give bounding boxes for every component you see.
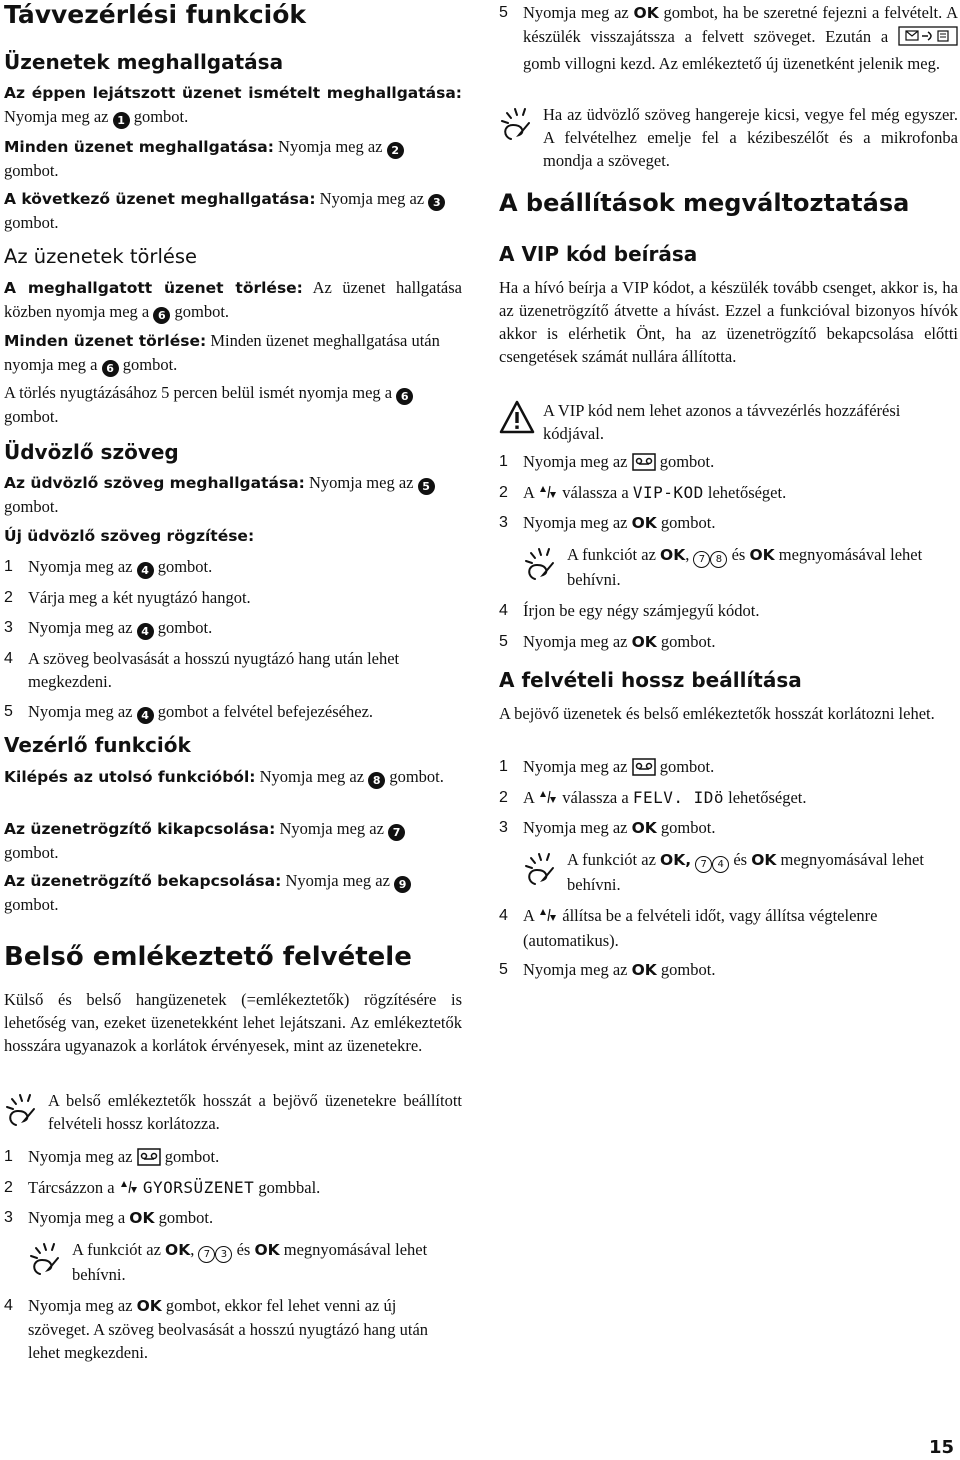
tip-lightbulb-icon	[499, 103, 543, 148]
greeting-step-1	[4, 555, 462, 579]
memo-step-3	[4, 1206, 462, 1230]
step-text: Nyomja meg az	[28, 618, 133, 637]
rec-step-3	[499, 816, 958, 840]
greeting-step-5	[4, 700, 462, 724]
step-text: A	[523, 788, 535, 807]
para-next-message	[4, 187, 462, 234]
key-7-icon: 7	[695, 856, 712, 873]
para-delete-all	[4, 329, 462, 377]
heading-settings: A beállítások megváltoztatása	[499, 189, 910, 217]
text-greet-play: Nyomja meg az	[309, 473, 414, 492]
para-vip-intro: Ha a hívó beírja a VIP kódot, a készülék tovább csenget, akkor is, ha az üzenetrögzítő átvette a hívást. Ezzel a funkcióval bizonyos hívók akkor is elérhetik Önt, ha az üzenetrögzítő bekapcsolása előtti csengetések számát nullára állította.	[499, 278, 958, 366]
tip-lightbulb-icon	[523, 543, 567, 588]
para-off	[4, 817, 462, 864]
ok-key-label: OK	[631, 961, 657, 979]
message-key-icon	[898, 26, 958, 52]
step-number: 1	[4, 1148, 13, 1165]
ok-key-label: OK	[631, 514, 657, 532]
text-gombot: gombot.	[4, 407, 59, 426]
tip-text-and: és	[236, 1240, 251, 1259]
vip-step-5	[499, 630, 958, 654]
step-text-post: gombot.	[164, 1147, 220, 1166]
warning-vip-code	[499, 399, 958, 445]
key-3-icon: 3	[215, 1246, 232, 1263]
para-delete-confirm	[4, 381, 462, 428]
ok-key-label: OK	[254, 1241, 280, 1259]
text-gombot: gombot.	[4, 161, 59, 180]
step-text-post: gombot.	[158, 1208, 214, 1227]
key-6-icon: 6	[102, 360, 119, 377]
step-text: A	[523, 483, 535, 502]
display-text-gyorsuzenet: GYORSÜZENET	[142, 1178, 255, 1197]
step-text-post: gombot.	[659, 452, 715, 471]
up-down-arrow-icon	[538, 788, 558, 811]
step-number: 2	[4, 1179, 13, 1196]
heading-recording-length: A felvételi hossz beállítása	[499, 668, 802, 692]
key-8-icon: 8	[710, 551, 727, 568]
tip-vip-shortcut: A funkciót az OK, 7 8 és OK megnyomásával lehet behívni.	[523, 543, 958, 591]
answering-machine-key-icon	[137, 1148, 161, 1172]
step-text: Tárcsázzon a	[28, 1178, 115, 1197]
rec-step-1	[499, 755, 958, 782]
answering-machine-key-icon	[632, 758, 656, 782]
step-text-mid: gombot, ha be szeretné fejezni a felvételt. A készülék visszajátssza a felvett szöveget. Ezután a	[523, 3, 959, 46]
greeting-step-4	[4, 647, 462, 693]
vip-step-2	[499, 481, 958, 506]
label-off: Az üzenetrögzítő kikapcsolása:	[4, 820, 276, 838]
tip-text: A funkciót az	[567, 545, 656, 564]
tip-memo-text: A belső emlékeztetők hosszát a bejövő üzenetekre beállított felvételi hossz korlátozza.	[48, 1091, 462, 1133]
tip-memo-length	[4, 1089, 462, 1135]
step-text: Nyomja meg az	[523, 757, 628, 776]
heading-greeting: Üdvözlő szöveg	[4, 440, 179, 464]
page-number: 15	[928, 1437, 954, 1458]
step-number: 3	[4, 1209, 13, 1226]
step-text-post: gombot.	[660, 513, 716, 532]
heading-vip-code: A VIP kód beírása	[499, 242, 698, 266]
text-on: Nyomja meg az	[285, 871, 390, 890]
key-7-icon: 7	[693, 551, 710, 568]
label-greet-play: Az üdvözlő szöveg meghallgatása:	[4, 474, 305, 492]
heading-control-functions: Vezérlő funkciók	[4, 733, 191, 757]
text-gombot: gombot.	[389, 767, 444, 786]
para-on	[4, 869, 462, 916]
text-off: Nyomja meg az	[279, 819, 384, 838]
para-memo-intro: Külső és belső hangüzenetek (=emlékeztetők) rögzítésére is lehetőség van, ezeket üzenetekként lehet lejátszani. Az emlékeztetők hosszára ugyanazok a korlátok érvényesek, mint az üzenetekre.	[4, 990, 462, 1055]
step-text-post: gombot.	[659, 757, 715, 776]
key-1-icon: 1	[113, 112, 130, 129]
key-3-icon: 3	[428, 194, 445, 211]
greeting-step-3	[4, 616, 462, 640]
display-text-felv-ido: FELV. IDö	[632, 788, 725, 807]
text-next: Nyomja meg az	[319, 189, 425, 208]
step-text-mid: válassza a	[562, 788, 629, 807]
text-repeat: Nyomja meg az	[4, 107, 109, 126]
step-body	[28, 647, 462, 693]
step-text: Nyomja meg az	[523, 513, 628, 532]
step-body	[28, 586, 251, 609]
ok-key-label: OK	[751, 851, 777, 869]
heading-remote-functions: Távvezérlési funkciók	[4, 0, 307, 29]
ok-key-label: OK	[633, 4, 659, 22]
greeting-step-2	[4, 586, 462, 609]
label-on: Az üzenetrögzítő bekapcsolása:	[4, 872, 282, 890]
tip-recording-shortcut	[523, 848, 958, 896]
step-text: Nyomja meg az	[28, 702, 133, 721]
tip-greeting-volume	[499, 103, 958, 172]
tip-memo-shortcut: A funkciót az OK, 7 3 és OK megnyomásával lehet behívni.	[28, 1238, 462, 1286]
up-down-arrow-icon	[538, 483, 558, 506]
step-text: Nyomja meg az	[28, 1147, 133, 1166]
key-4-icon: 4	[712, 856, 729, 873]
step-text: A	[523, 906, 535, 925]
step-text: Nyomja meg az	[28, 1296, 133, 1315]
step-number: 4	[499, 907, 508, 924]
label-exit: Kilépés az utolsó funkcióból:	[4, 768, 256, 786]
text-gombot: gombot.	[4, 213, 59, 232]
step-body	[28, 555, 212, 579]
key-2-icon: 2	[387, 142, 404, 159]
warning-triangle-icon	[499, 399, 543, 440]
step-number: 1	[499, 453, 508, 470]
step-text-mid: válassza a	[562, 483, 629, 502]
step-text: A szöveg beolvasását a hosszú nyugtázó hang után lehet megkezdeni.	[28, 649, 400, 691]
text-gombot: gombot.	[4, 497, 59, 516]
step-text-post: lehetőséget.	[728, 788, 807, 807]
step-text-post: gombot.	[660, 632, 716, 651]
memo-step-5	[499, 1, 958, 75]
tip-text-post: megnyomásával lehet behívni.	[72, 1240, 428, 1284]
ok-key-label: OK	[165, 1241, 191, 1259]
label-greet-rec: Új üdvözlő szöveg rögzítése:	[4, 527, 255, 545]
rec-step-4	[499, 904, 958, 952]
ok-key-label: OK	[660, 546, 686, 564]
up-down-arrow-icon	[119, 1178, 139, 1201]
step-number: 4	[4, 650, 13, 667]
step-text-post: lehetőséget.	[707, 483, 787, 502]
step-number: 4	[499, 602, 508, 619]
para-exit	[4, 765, 462, 789]
step-text-post: gombot, ekkor fel lehet venni az új szöveget. A szöveg beolvasását a hosszú nyugtázó hang után lehet megkezdeni.	[28, 1296, 429, 1362]
tip-text-post: megnyomásával lehet behívni.	[567, 545, 923, 589]
text-del-confirm: A törlés nyugtázásához 5 percen belül ismét nyomja meg a	[4, 383, 393, 402]
label-del-all: Minden üzenet törlése:	[4, 332, 207, 350]
vip-step-4	[499, 599, 958, 622]
ok-key-label: OK,	[660, 851, 692, 869]
text-all: Nyomja meg az	[278, 137, 383, 156]
step-number: 5	[499, 961, 508, 978]
step-text: Nyomja meg az	[523, 632, 628, 651]
step-text: Írjon be egy négy számjegyű kódot.	[523, 601, 760, 620]
key-4-icon: 4	[137, 707, 154, 724]
step-number: 3	[499, 514, 508, 531]
key-4-icon: 4	[137, 623, 154, 640]
para-repeat-message	[4, 81, 462, 129]
step-number: 2	[499, 484, 508, 501]
key-8-icon: 8	[368, 772, 385, 789]
ok-key-label: OK	[749, 546, 775, 564]
key-5-icon: 5	[418, 478, 435, 495]
step-text: Nyomja meg az	[28, 557, 133, 576]
ok-key-label: OK	[631, 819, 657, 837]
step-number: 2	[499, 789, 508, 806]
para-delete-one	[4, 276, 462, 324]
para-recording-intro: A bejövő üzenetek és belső emlékeztetők hosszát korlátozni lehet.	[499, 704, 935, 723]
step-text-post: gombot.	[660, 818, 716, 837]
rec-step-2	[499, 786, 958, 811]
label-next: A következő üzenet meghallgatása:	[4, 190, 316, 208]
step-text-post: gombot a felvétel befejezéséhez.	[157, 702, 374, 721]
tip-lightbulb-icon	[4, 1089, 48, 1134]
step-text: Nyomja meg az	[523, 3, 629, 22]
tip-volume-text: Ha az üdvözlő szöveg hangereje kicsi, vegye fel még egyszer. A felvételhez emelje fel a kézibeszélőt és a mikrofonba mondja a szöveget.	[543, 105, 958, 170]
step-number: 1	[4, 558, 13, 575]
memo-step-4	[4, 1294, 462, 1364]
heading-internal-memo: Belső emlékeztető felvétele	[4, 942, 412, 972]
step-text: Nyomja meg az	[523, 818, 628, 837]
step-number: 2	[4, 589, 13, 606]
text-del-all: Minden üzenet meghallgatása után nyomja meg a	[4, 331, 440, 374]
text-gombot: gombot.	[4, 895, 59, 914]
ok-key-label: OK	[631, 633, 657, 651]
memo-step-1	[4, 1145, 462, 1172]
step-number: 3	[499, 819, 508, 836]
section-remote-control	[4, 0, 306, 30]
vip-step-3	[499, 511, 958, 535]
step-text: Nyomja meg az	[523, 452, 628, 471]
tip-lightbulb-icon	[523, 848, 567, 893]
text-del-one: Az üzenet hallgatása közben nyomja meg a	[4, 278, 463, 321]
text-gombot: gombot.	[174, 302, 230, 321]
vip-step-1	[499, 450, 958, 477]
para-all-messages	[4, 135, 462, 182]
tip-lightbulb-icon	[28, 1238, 72, 1283]
tip-text: A funkciót az	[567, 850, 656, 869]
tip-text: A funkciót az	[72, 1240, 161, 1259]
step-number: 1	[499, 758, 508, 775]
step-body	[28, 700, 373, 724]
step-text: Nyomja meg az	[523, 960, 628, 979]
step-number: 4	[4, 1297, 13, 1314]
text-gombot: gombot.	[4, 843, 59, 862]
display-text-vip-kod: VIP-KOD	[632, 483, 704, 502]
step-text-post: gombot.	[157, 557, 213, 576]
answering-machine-key-icon	[632, 453, 656, 477]
text-gombot: gombot.	[122, 355, 178, 374]
memo-step-2	[4, 1176, 462, 1201]
key-6-icon: 6	[153, 307, 170, 324]
key-4-icon: 4	[137, 562, 154, 579]
warning-text: A VIP kód nem lehet azonos a távvezérlés hozzáférési kódjával.	[543, 401, 901, 443]
rec-step-5	[499, 958, 958, 982]
label-del-one: A meghallgatott üzenet törlése:	[4, 279, 303, 297]
text-gombot: gombot.	[133, 107, 189, 126]
tip-text-post: megnyomásával lehet behívni.	[567, 850, 924, 894]
para-greeting-record-label	[4, 524, 254, 548]
heading-listen-messages: Üzenetek meghallgatása	[4, 50, 284, 74]
step-text-post: állítsa be a felvételi időt, vagy állítsa végtelenre (automatikus).	[523, 906, 878, 950]
step-text-post: gombot.	[157, 618, 213, 637]
key-7-icon: 7	[198, 1246, 215, 1263]
para-greeting-play	[4, 471, 462, 518]
key-6-icon: 6	[396, 388, 413, 405]
step-text: Nyomja meg a	[28, 1208, 126, 1227]
step-text-post: gombot.	[660, 960, 716, 979]
key-7-icon: 7	[388, 824, 405, 841]
step-text: Várja meg a két nyugtázó hangot.	[28, 588, 251, 607]
step-number: 5	[499, 633, 508, 650]
step-body	[28, 616, 212, 640]
ok-key-label: OK	[129, 1209, 155, 1227]
key-9-icon: 9	[394, 876, 411, 893]
step-number: 5	[499, 4, 508, 21]
step-text-post: gomb villogni kezd. Az emlékeztető új üzenetként jelenik meg.	[523, 54, 940, 73]
up-down-arrow-icon	[538, 906, 558, 929]
tip-text-and: és	[733, 850, 748, 869]
heading-delete-messages: Az üzenetek törlése	[4, 245, 198, 268]
step-text-post: gombbal.	[258, 1178, 321, 1197]
ok-key-label: OK	[136, 1297, 162, 1315]
label-repeat: Az éppen lejátszott üzenet ismételt meghallgatása:	[4, 84, 462, 102]
label-all: Minden üzenet meghallgatása:	[4, 138, 274, 156]
step-number: 3	[4, 619, 13, 636]
text-exit: Nyomja meg az	[259, 767, 365, 786]
tip-text-and: és	[731, 545, 746, 564]
step-number: 5	[4, 703, 13, 720]
